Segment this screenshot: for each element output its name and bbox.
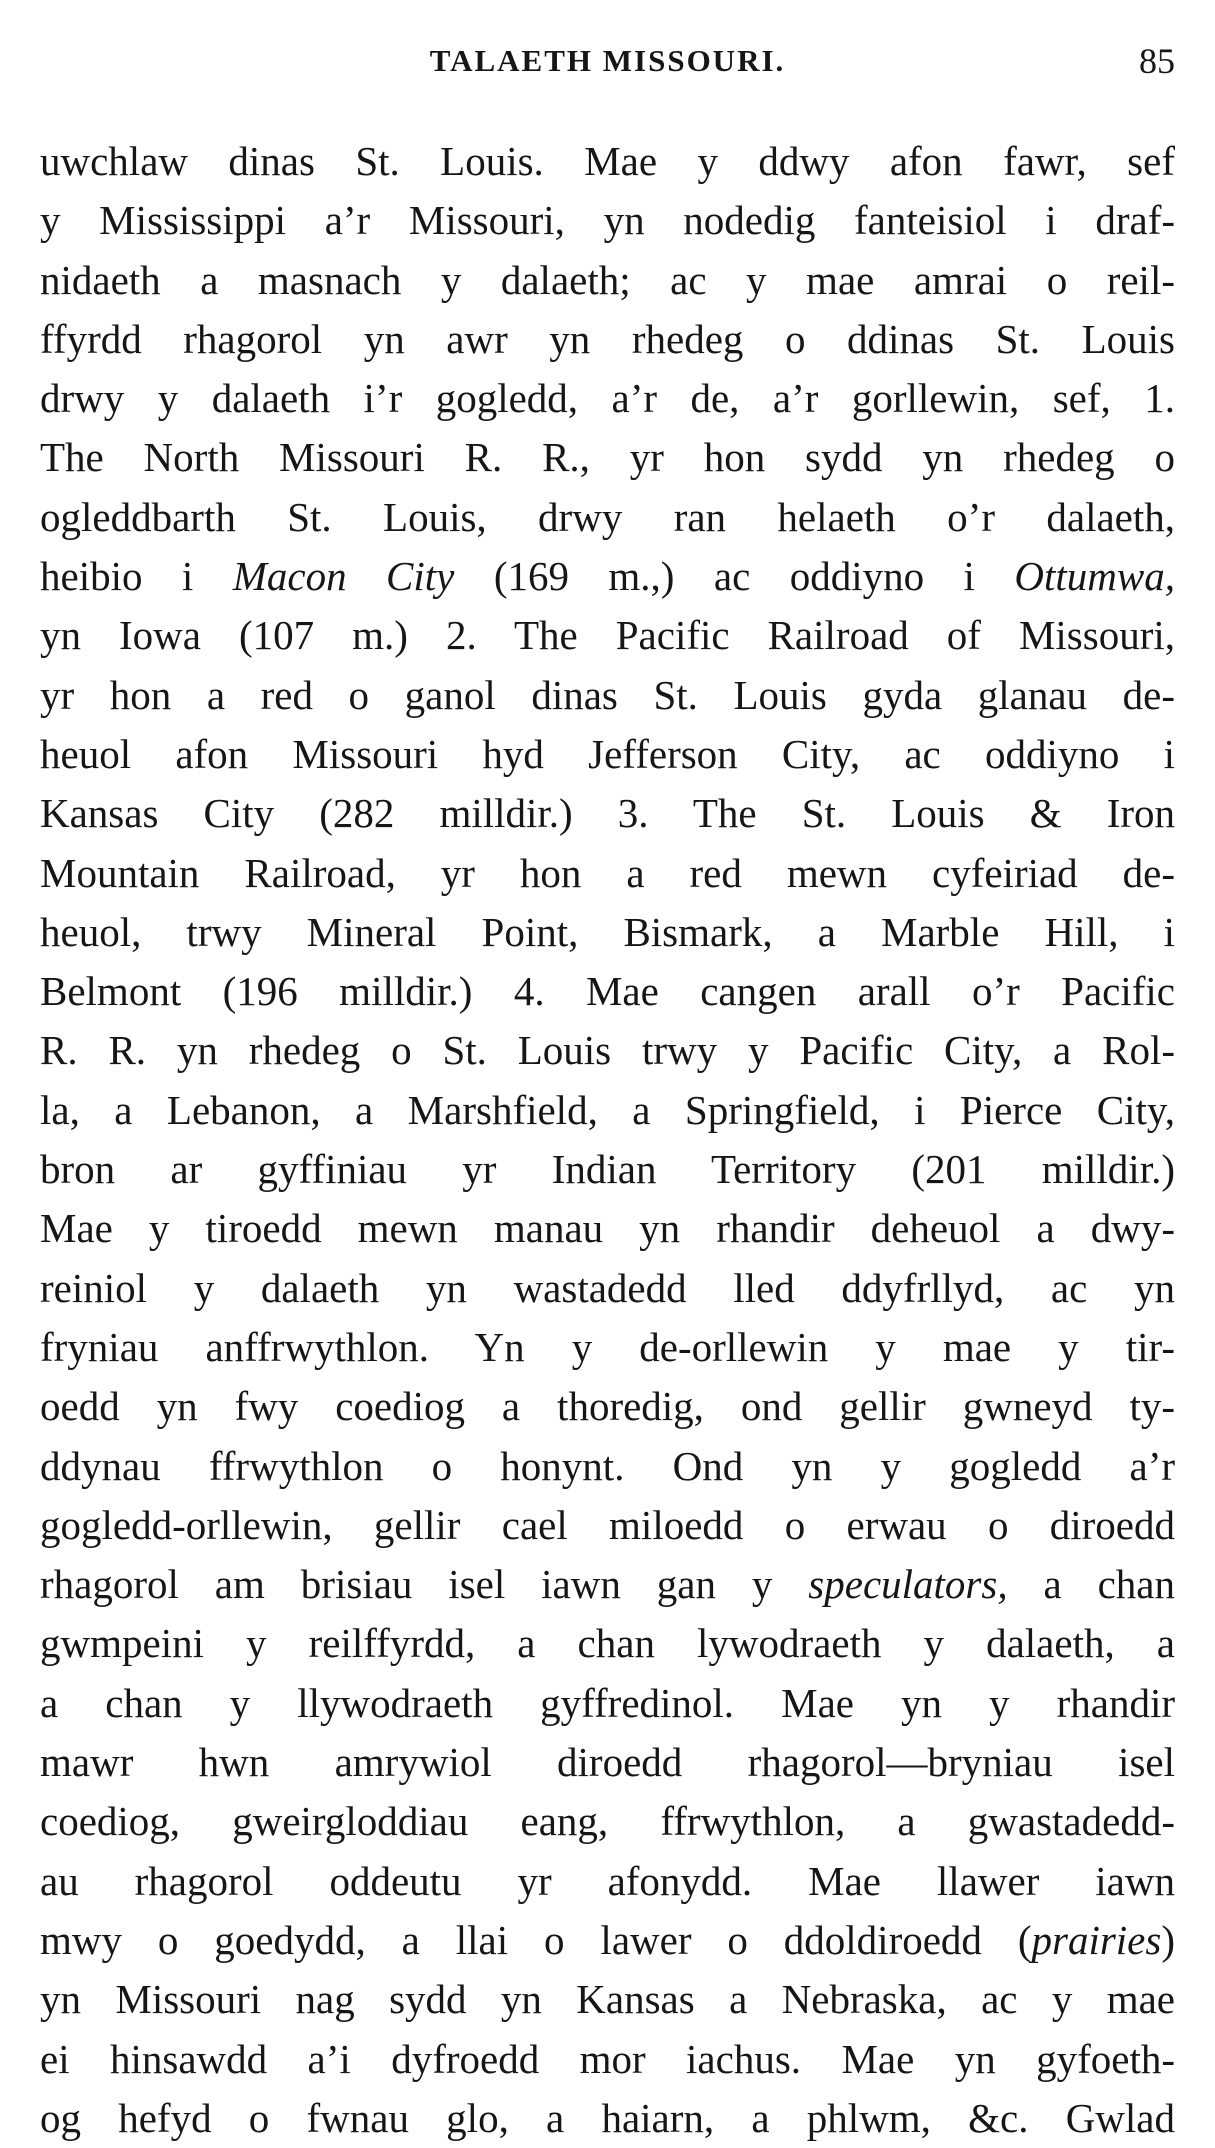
text-segment: reiniol y dalaeth yn wastadedd lled ddyfrllyd, ac yn [40,1264,1175,1311]
text-line [40,132,1175,191]
text-line [40,1081,1175,1140]
text-line [40,1555,1175,1614]
text-segment: Mountain Railroad, yr hon a red mewn cyfeiriad de- [40,849,1175,896]
text-segment: Belmont (196 milldir.) 4. Mae cangen arall o’r Pacific [40,968,1175,1015]
text-segment: gwmpeini y reilffyrdd, a chan lywodraeth y dalaeth, a [40,1620,1175,1667]
text-line [40,428,1175,487]
text-line [40,2030,1175,2089]
text-segment: heibio i [40,553,233,600]
text-line [40,2089,1175,2148]
italic-text: prairies [1031,1916,1162,1963]
text-segment: ) [1161,1916,1175,1963]
running-header [40,36,1175,86]
text-segment: og hefyd o fwnau glo, a haiarn, a phlwm, &c. Gwlad [40,2094,1175,2141]
text-segment: yn Missouri nag sydd yn Kansas a Nebraska, ac y mae [40,1976,1175,2023]
text-line [40,1674,1175,1733]
text-line [40,1437,1175,1496]
text-line [40,903,1175,962]
italic-text: Ottumwa, [1014,553,1175,600]
text-segment: Mae y tiroedd mewn manau yn rhandir deheuol a dwy- [40,1205,1175,1252]
page-number: 85 [1139,41,1175,81]
text-segment: coediog, gweirgloddiau eang, ffrwythlon, a gwastadedd- [40,1798,1175,1845]
text-segment: gogledd-orllewin, gellir cael miloedd o erwau o diroedd [40,1501,1175,1548]
text-segment: ddynau ffrwythlon o honynt. Ond yn y gogledd a’r [40,1442,1175,1489]
text-line [40,547,1175,606]
text-line [40,1318,1175,1377]
text-line [40,1792,1175,1851]
text-line [40,310,1175,369]
text-segment: ffyrdd rhagorol yn awr yn rhedeg o ddinas St. Louis [40,315,1175,362]
body-text [40,132,1175,2148]
text-line [40,1970,1175,2029]
text-line [40,369,1175,428]
text-segment: ogleddbarth St. Louis, drwy ran helaeth o’r dalaeth, [40,493,1175,540]
text-line [40,1199,1175,1258]
text-segment: ei hinsawdd a’i dyfroedd mor iachus. Mae yn gyfoeth- [40,2035,1175,2082]
text-segment: uwchlaw dinas St. Louis. Mae y ddwy afon fawr, sef [40,138,1175,184]
text-line [40,1140,1175,1199]
text-segment: Kansas City (282 milldir.) 3. The St. Louis & Iron [40,790,1175,837]
text-segment: la, a Lebanon, a Marshfield, a Springfield, i Pierce City, [40,1086,1175,1133]
text-line [40,191,1175,250]
text-line [40,1021,1175,1080]
text-line [40,666,1175,725]
text-segment: mwy o goedydd, a llai o lawer o ddoldiroedd ( [40,1916,1032,1963]
text-segment: nidaeth a masnach y dalaeth; ac y mae amrai o reil- [40,256,1175,303]
text-line [40,784,1175,843]
text-line [40,1259,1175,1318]
text-line [40,962,1175,1021]
text-line [40,251,1175,310]
text-line [40,1496,1175,1555]
text-segment: heuol afon Missouri hyd Jefferson City, ac oddiyno i [40,730,1175,777]
text-line [40,844,1175,903]
text-segment: a chan y llywodraeth gyffredinol. Mae yn y rhandir [40,1679,1175,1726]
text-segment: au rhagorol oddeutu yr afonydd. Mae llawer iawn [40,1857,1175,1904]
text-line [40,725,1175,784]
text-segment: y Mississippi a’r Missouri, yn nodedig fanteisiol i draf- [40,197,1175,244]
italic-text: Macon City [232,553,455,600]
text-line [40,488,1175,547]
running-title: TALAETH MISSOURI. [429,43,786,78]
text-segment: heuol, trwy Mineral Point, Bismark, a Marble Hill, i [40,908,1175,955]
text-segment: fryniau anffrwythlon. Yn y de-orllewin y mae y tir- [40,1323,1175,1370]
text-line [40,1852,1175,1911]
text-line [40,1377,1175,1436]
text-segment: The North Missouri R. R., yr hon sydd yn rhedeg o [40,434,1175,481]
text-line [40,1614,1175,1673]
text-segment: bron ar gyffiniau yr Indian Territory (201 milldir.) [40,1146,1175,1193]
text-segment: mawr hwn amrywiol diroedd rhagorol—bryniau isel [40,1739,1175,1786]
text-segment: a chan [1007,1561,1175,1608]
text-segment: oedd yn fwy coediog a thoredig, ond gellir gwneyd ty- [40,1383,1175,1430]
text-segment: yr hon a red o ganol dinas St. Louis gyda glanau de- [40,671,1175,718]
text-segment: R. R. yn rhedeg o St. Louis trwy y Pacific City, a Rol- [40,1027,1175,1074]
italic-text: speculators, [808,1561,1008,1608]
text-line [40,1733,1175,1792]
text-segment: yn Iowa (107 m.) 2. The Pacific Railroad of Missouri, [40,612,1175,659]
text-segment: rhagorol am brisiau isel iawn gan y [40,1561,809,1608]
text-line [40,1911,1175,1970]
text-segment: (169 m.,) ac oddiyno i [454,553,1015,600]
text-line [40,606,1175,665]
text-segment: drwy y dalaeth i’r gogledd, a’r de, a’r gorllewin, sef, 1. [40,375,1175,422]
